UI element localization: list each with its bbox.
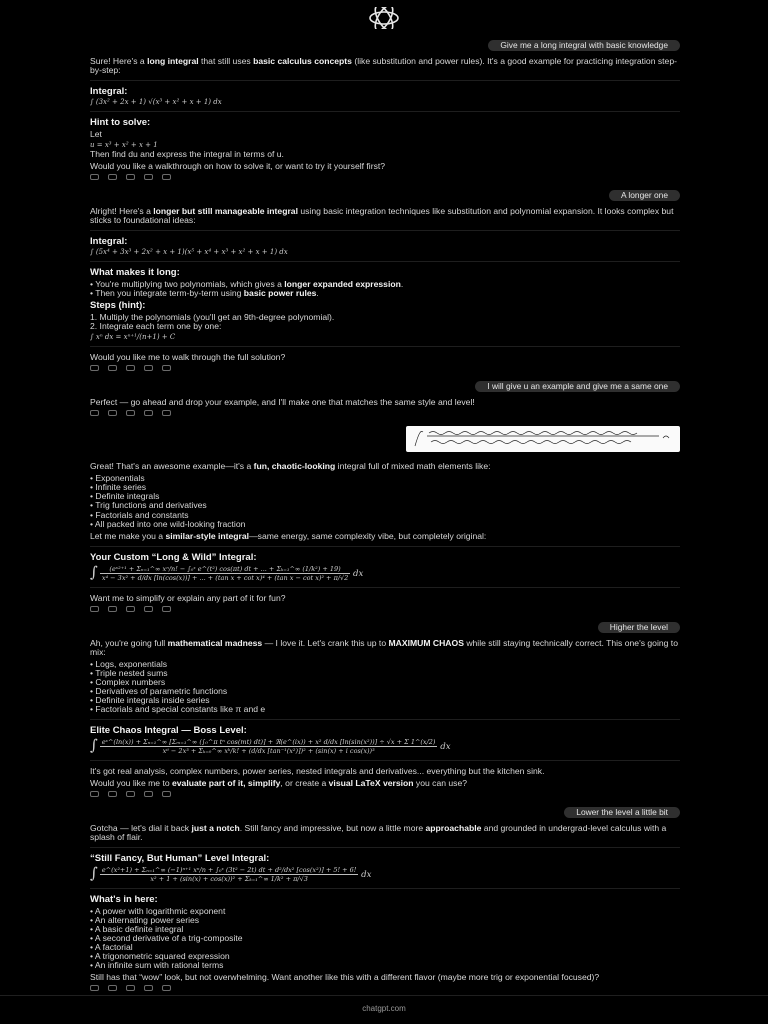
divider (90, 80, 680, 81)
thumbs-down-icon[interactable] (126, 791, 135, 797)
list-item: • Then you integrate term-by-term using basic power rules. (90, 289, 680, 298)
list-item: • A factorial (90, 943, 680, 952)
assistant-question-text: Would you like me to walk through the full solution? (90, 352, 286, 363)
user-message-bubble: A longer one (609, 190, 680, 201)
assistant-question-text: Would you like me to evaluate part of it, simplify, or create a visual LaTeX version you can use? (90, 777, 468, 788)
copy-icon[interactable] (90, 174, 99, 180)
hint-let-text: Let (90, 129, 102, 140)
assistant-intro-text: Alright! Here's a longer but still manageable integral using basic integration techniques like substitution and polynomial expansion. It looks complex but sticks to foundational ideas: (90, 205, 674, 225)
message-actions (90, 174, 680, 180)
user-message-bubble: Lower the level a little bit (564, 807, 680, 818)
integral-formula: ∫ eˣ^(ln(x)) + Σₙ₌₁^∞ [Σₘ₌₁^∞ (∫₀^π tⁿ cos(mt) dt)] + ℜ(e^(ix)) + x² d/dx [ln(sin(x²))] ÷ √x + Σ 1^(x/2) x⁶ − 2x³ + Σₖ₌₀^∞ xᵏ/k! + (d/dx [tan⁻¹(x²)])² + (sin(x) + i cos(x))³ dx (90, 736, 451, 755)
bullet-list (90, 660, 680, 714)
assistant-reply-text: Perfect — go ahead and drop your example, and I'll make one that matches the same style and level! (90, 397, 475, 408)
message-actions (90, 791, 680, 797)
integral-formula: ∫ (eˣ²⁺¹ + Σₙ₌₁^∞ xⁿ/n! − ∫₀ˣ e^(t²) cos(πt) dt + ... + Σₖ₌₁^∞ (1/k²) + 19) x⁴ − 3x² + d/dx [ln(cos(x))] + ... + (tan x + cot x)⁴ + (tan x − cot x)² + π/√2 dx (90, 563, 364, 582)
substitution-formula: u = x³ + x² + x + 1 (90, 141, 158, 150)
divider (90, 111, 680, 112)
steps-list (90, 313, 680, 331)
read-aloud-icon[interactable] (144, 410, 153, 416)
read-aloud-icon[interactable] (144, 985, 153, 991)
copy-icon[interactable] (90, 410, 99, 416)
openai-logo-icon (364, 7, 404, 29)
section-heading: What makes it long: (90, 267, 180, 279)
divider (90, 719, 680, 720)
thumbs-down-icon[interactable] (126, 606, 135, 612)
integral-formula: ∫ (5x⁴ + 3x³ + 2x² + x + 1)(x⁵ + x⁴ + x³ + x² + x + 1) dx (90, 247, 288, 256)
user-message-bubble: Give me a long integral with basic knowledge (488, 40, 680, 51)
list-item: • Definite integrals inside series (90, 696, 680, 705)
message-actions (90, 606, 680, 612)
list-item: • Trig functions and derivatives (90, 501, 680, 510)
thumbs-up-icon[interactable] (108, 365, 117, 371)
integral-sign-icon: ∫ (90, 736, 98, 755)
assistant-intro-text: Gotcha — let's dial it back just a notch. Still fancy and impressive, but now a little more approachable and grounded in undergrad-level calculus with a splash of flair. (90, 822, 667, 842)
divider (90, 546, 680, 547)
fraction (100, 866, 359, 883)
assistant-intro-text: Great! That's an awesome example—it's a fun, chaotic-looking integral full of mixed math elements like: (90, 461, 491, 472)
section-heading: Your Custom “Long & Wild” Integral: (90, 551, 257, 563)
message-actions (90, 985, 680, 991)
user-message-bubble: Higher the level (598, 622, 680, 633)
thumbs-down-icon[interactable] (126, 174, 135, 180)
regenerate-icon[interactable] (162, 365, 171, 371)
user-message-bubble: I will give u an example and give me a same one (475, 381, 680, 392)
section-heading: What's in here: (90, 893, 158, 905)
read-aloud-icon[interactable] (144, 365, 153, 371)
copy-icon[interactable] (90, 985, 99, 991)
section-heading: Integral: (90, 86, 128, 98)
regenerate-icon[interactable] (162, 410, 171, 416)
copy-icon[interactable] (90, 365, 99, 371)
integral-formula: ∫ (3x² + 2x + 1) √(x³ + x² + x + 1) dx (90, 98, 222, 106)
list-item: • A trigonometric squared expression (90, 952, 680, 961)
fraction-denominator: x⁴ − 3x² + d/dx [ln(cos(x))] + ... + (tan x + cot x)⁴ + (tan x − cot x)² + π/√2 (101, 573, 349, 582)
assistant-question-text: Still has that “wow” look, but not overwhelming. Want another like this with a different flavor (maybe more trig or exponential focused)? (90, 971, 600, 982)
assistant-question-text: Want me to simplify or explain any part of it for fun? (90, 592, 286, 603)
list-item: • Factorials and constants (90, 511, 680, 520)
copy-icon[interactable] (90, 606, 99, 612)
conversation-thread (90, 40, 680, 1001)
integral-sign-icon: ∫ (90, 563, 98, 582)
bullet-list (90, 907, 680, 970)
list-item: 2. Integrate each term one by one: (90, 321, 222, 332)
read-aloud-icon[interactable] (144, 791, 153, 797)
attached-image-thumbnail[interactable] (406, 426, 680, 452)
message-actions (90, 410, 680, 416)
list-item: • You're multiplying two polynomials, which gives a longer expanded expression. (90, 280, 680, 289)
fraction (100, 738, 438, 755)
bullet-list (90, 474, 680, 528)
divider (90, 847, 680, 848)
list-item: • A power with logarithmic exponent (90, 907, 680, 916)
footer-url: chatgpt.com (362, 1004, 406, 1013)
divider (90, 888, 680, 889)
list-item: • Exponentials (90, 474, 680, 483)
divider (90, 346, 680, 347)
list-item: • Factorials and special constants like π and e (90, 705, 680, 714)
divider (90, 587, 680, 588)
regenerate-icon[interactable] (162, 791, 171, 797)
assistant-intro-text: Sure! Here's a long integral that still uses basic calculus concepts (like substitution and power rules). It's a good example for practicing integration step-by-step: (90, 56, 677, 76)
divider (90, 261, 680, 262)
list-item: • Complex numbers (90, 678, 680, 687)
fraction (100, 565, 351, 582)
power-rule-formula: ∫ xⁿ dx = xⁿ⁺¹/(n+1) + C (90, 333, 176, 342)
fraction-numerator: (eˣ²⁺¹ + Σₙ₌₁^∞ xⁿ/n! − ∫₀ˣ e^(t²) cos(πt) dt + ... + Σₖ₌₁^∞ (1/k²) + 19) (100, 565, 351, 574)
copy-icon[interactable] (90, 791, 99, 797)
integral-formula: ∫ e^(x²+1) + Σₙ₌₁^∞ (−1)ⁿ⁺¹ xⁿ/n + ∫₀ˣ (3t² − 2t) dt + d²/dx² [cos(x²)] + 5! + 6! x² + 1 + (sin(x) + cos(x))² + Σₖ₌₁^∞ 1/k² + π/√3 dx (90, 864, 372, 883)
footer-divider (0, 995, 768, 996)
assistant-text: Let me make you a similar-style integral—same energy, same complexity vibe, but completely original: (90, 530, 487, 541)
bullet-list (90, 280, 680, 298)
read-aloud-icon[interactable] (144, 606, 153, 612)
list-item: • Triple nested sums (90, 669, 680, 678)
list-item: • A basic definite integral (90, 925, 680, 934)
fraction-denominator: x² + 1 + (sin(x) + cos(x))² + Σₖ₌₁^∞ 1/k² + π/√3 (150, 874, 308, 883)
thumbs-down-icon[interactable] (126, 985, 135, 991)
thumbs-down-icon[interactable] (126, 410, 135, 416)
section-heading: Hint to solve: (90, 117, 151, 129)
list-item: • An alternating power series (90, 916, 680, 925)
hint-text: Then find du and express the integral in terms of u. (90, 148, 284, 159)
regenerate-icon[interactable] (162, 606, 171, 612)
section-heading: Steps (hint): (90, 300, 146, 312)
list-item: • Logs, exponentials (90, 660, 680, 669)
list-item: • All packed into one wild-looking fraction (90, 520, 680, 529)
thumbs-up-icon[interactable] (108, 606, 117, 612)
assistant-text: It's got real analysis, complex numbers, power series, nested integrals and derivatives... everything but the kitchen sink. (90, 765, 545, 776)
integral-sign-icon: ∫ (90, 864, 98, 883)
section-heading: Integral: (90, 235, 128, 247)
regenerate-icon[interactable] (162, 174, 171, 180)
list-item: • Infinite series (90, 483, 680, 492)
thumbs-up-icon[interactable] (108, 985, 117, 991)
regenerate-icon[interactable] (162, 985, 171, 991)
section-heading: “Still Fancy, But Human” Level Integral: (90, 852, 270, 864)
section-heading: Elite Chaos Integral — Boss Level: (90, 724, 247, 736)
thumbs-down-icon[interactable] (126, 365, 135, 371)
divider (90, 230, 680, 231)
list-item: • Derivatives of parametric functions (90, 687, 680, 696)
list-item: • A second derivative of a trig-composite (90, 934, 680, 943)
list-item: • An infinite sum with rational terms (90, 961, 680, 970)
list-item: 1. Multiply the polynomials (you'll get an 9th-degree polynomial). (90, 312, 335, 323)
handwritten-integral-image (409, 428, 677, 450)
list-item: • Definite integrals (90, 492, 680, 501)
thumbs-up-icon[interactable] (108, 174, 117, 180)
read-aloud-icon[interactable] (144, 174, 153, 180)
thumbs-up-icon[interactable] (108, 410, 117, 416)
divider (90, 760, 680, 761)
assistant-intro-text: Ah, you're going full mathematical madness — I love it. Let's crank this up to MAXIMUM CHAOS while still staying technically correct. This one's going to mix: (90, 637, 678, 657)
thumbs-up-icon[interactable] (108, 791, 117, 797)
fraction-numerator: e^(x²+1) + Σₙ₌₁^∞ (−1)ⁿ⁺¹ xⁿ/n + ∫₀ˣ (3t² − 2t) dt + d²/dx² [cos(x²)] + 5! + 6! (101, 865, 357, 874)
fraction-denominator: x⁶ − 2x³ + Σₖ₌₀^∞ xᵏ/k! + (d/dx [tan⁻¹(x²)])² + (sin(x) + i cos(x))³ (162, 746, 375, 755)
assistant-question-text: Would you like a walkthrough on how to solve it, or want to try it yourself first? (90, 160, 386, 171)
fraction-numerator: eˣ^(ln(x)) + Σₙ₌₁^∞ [Σₘ₌₁^∞ (∫₀^π tⁿ cos(mt) dt)] + ℜ(e^(ix)) + x² d/dx [ln(sin(x²))] ÷ √x + Σ 1^(x/2) (101, 737, 436, 746)
message-actions (90, 365, 680, 371)
